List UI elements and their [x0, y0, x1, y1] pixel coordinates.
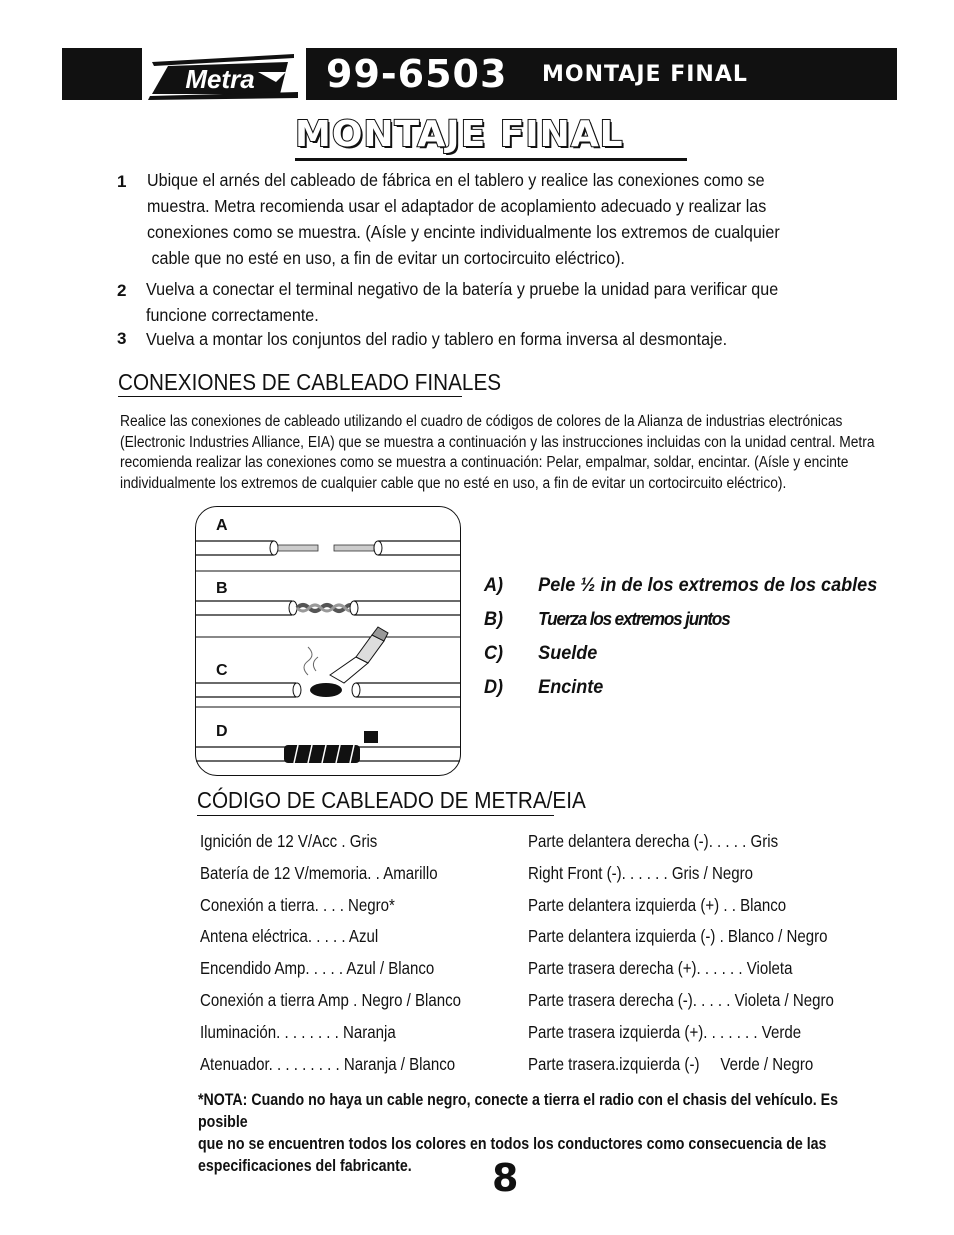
wire-code-entry: Parte trasera.izquierda (-) Verde / Negro: [528, 1053, 814, 1074]
wire-code-entry: Parte trasera izquierda (+). . . . . . . Verde: [528, 1021, 802, 1042]
note: [198, 1089, 886, 1177]
header-block: [62, 48, 142, 100]
splice-step-letter: B): [484, 609, 504, 630]
step-2-number: 2: [117, 281, 127, 300]
code-section-heading: CÓDIGO DE CABLEADO DE METRA/EIA: [197, 787, 586, 813]
panel-label-a: A: [216, 517, 228, 534]
intro-line: (Electronic Industries Alliance, EIA) que se muestra a continuación y las instrucciones incluidas con la unidad central. Metra: [120, 433, 875, 451]
step-1-line: cable que no esté en uso, a fin de evitar un cortocircuito eléctrico).: [147, 248, 625, 268]
splice-step: [484, 677, 921, 711]
wire-code-entry: Parte delantera izquierda (-) . Blanco / Negro: [528, 926, 828, 947]
panel-label-c: C: [216, 662, 228, 679]
wire-splice-diagram: [195, 506, 461, 776]
intro-line: recomienda realizar las conexiones como se muestra a continuación: Pelar, empalmar, soldar, encintar. (Aísle y encinte: [120, 454, 849, 471]
twisted-wires-illustration: [196, 601, 460, 615]
wire-code-entry: Antena eléctrica. . . . . Azul: [200, 926, 379, 947]
step-2-text: [146, 276, 919, 328]
wire-code-entry: Atenuador. . . . . . . . . Naranja / Blanco: [200, 1053, 456, 1074]
splice-step: [484, 609, 921, 643]
step-2-line: funcione correctamente.: [146, 305, 319, 325]
wire-code-entry: Right Front (-). . . . . . Gris / Negro: [528, 862, 753, 883]
wire-code-entry: Parte delantera izquierda (+) . . Blanco: [528, 894, 787, 915]
wire-codes-right: [528, 826, 834, 1080]
step-3-text: [146, 326, 919, 352]
step-3-line: Vuelva a montar los conjuntos del radio y tablero en forma inversa al desmontaje.: [146, 329, 728, 349]
wire-code-entry: Parte trasera derecha (+). . . . . . Violeta: [528, 958, 793, 979]
wire-code-entry: Encendido Amp. . . . . Azul / Blanco: [200, 958, 435, 979]
step-1-text: [147, 167, 920, 271]
wire-code-entry: Conexión a tierra. . . . Negro*: [200, 894, 395, 915]
step-1-line: conexiones como se muestra. (Aísle y encinte individualmente los extremos de cualquier: [147, 222, 780, 242]
step-1-number: 1: [117, 172, 127, 191]
title-underline: [295, 158, 687, 161]
metra-logo: [148, 48, 298, 100]
wire-code-entry: Ignición de 12 V/Acc . Gris: [200, 831, 378, 851]
wire-codes-left: [200, 826, 461, 1080]
note-line: especificaciones del fabricante.: [198, 1157, 412, 1175]
header-section-title: MONTAJE FINAL: [542, 62, 748, 87]
brand-name: Metra: [185, 64, 255, 94]
splice-step: [484, 643, 921, 677]
wiring-section-heading: CONEXIONES DE CABLEADO FINALES: [118, 369, 502, 395]
wire-code-entry: Conexión a tierra Amp . Negro / Blanco: [200, 989, 462, 1010]
splice-step-text: Suelde: [538, 643, 598, 664]
step-3-number: 3: [117, 329, 127, 348]
code-heading-rule: [197, 815, 554, 816]
note-line: *NOTA: Cuando no haya un cable negro, conecte a tierra el radio con el chasis del vehículo. Es posible: [198, 1091, 839, 1131]
step-2-line: Vuelva a conectar el terminal negativo de la batería y pruebe la unidad para verificar que: [146, 279, 779, 299]
intro-line: Realice las conexiones de cableado utilizando el cuadro de códigos de colores de la Alianza de industrias electrónicas: [120, 413, 843, 430]
wiring-heading-rule: [118, 396, 462, 397]
splice-step: [484, 575, 921, 609]
splice-step-text: Encinte: [538, 677, 604, 698]
wire-code-entry: Parte delantera derecha (-). . . . . Gris: [528, 831, 779, 851]
splice-steps-list: [484, 575, 921, 711]
step-1-line: muestra. Metra recomienda usar el adaptador de acoplamiento adecuado y realizar las: [147, 196, 767, 216]
page-title: MONTAJE FINAL: [295, 114, 624, 155]
splice-step-text: Tuerza los extremos juntos: [538, 609, 730, 629]
stripped-wires-illustration: [196, 541, 460, 555]
header-bar: [306, 48, 897, 100]
tape-illustration: [196, 731, 460, 763]
splice-step-text: Pele ½ in de los extremos de los cables: [538, 575, 878, 596]
wire-code-entry: Iluminación. . . . . . . . Naranja: [200, 1021, 396, 1042]
wire-code-entry: Parte trasera derecha (-). . . . . Violeta / Negro: [528, 989, 834, 1010]
panel-label-b: B: [216, 580, 228, 597]
wiring-intro: [120, 412, 885, 494]
panel-label-d: D: [216, 723, 228, 740]
model-number: 99-6503: [326, 52, 508, 96]
splice-step-letter: C): [484, 643, 504, 664]
step-1-line: Ubique el arnés del cableado de fábrica en el tablero y realice las conexiones como se: [147, 170, 765, 190]
note-line: que no se encuentren todos los colores en todos los conductores como consecuencia de las: [198, 1135, 827, 1153]
splice-step-letter: A): [484, 575, 504, 596]
wire-code-entry: Batería de 12 V/memoria. . Amarillo: [200, 862, 438, 883]
intro-line: individualmente los extremos de cualquier cable que no esté en uso, a fin de evitar un cortocircuito eléctrico).: [120, 474, 787, 492]
page-number: 8: [492, 1156, 519, 1200]
splice-step-letter: D): [484, 677, 504, 698]
